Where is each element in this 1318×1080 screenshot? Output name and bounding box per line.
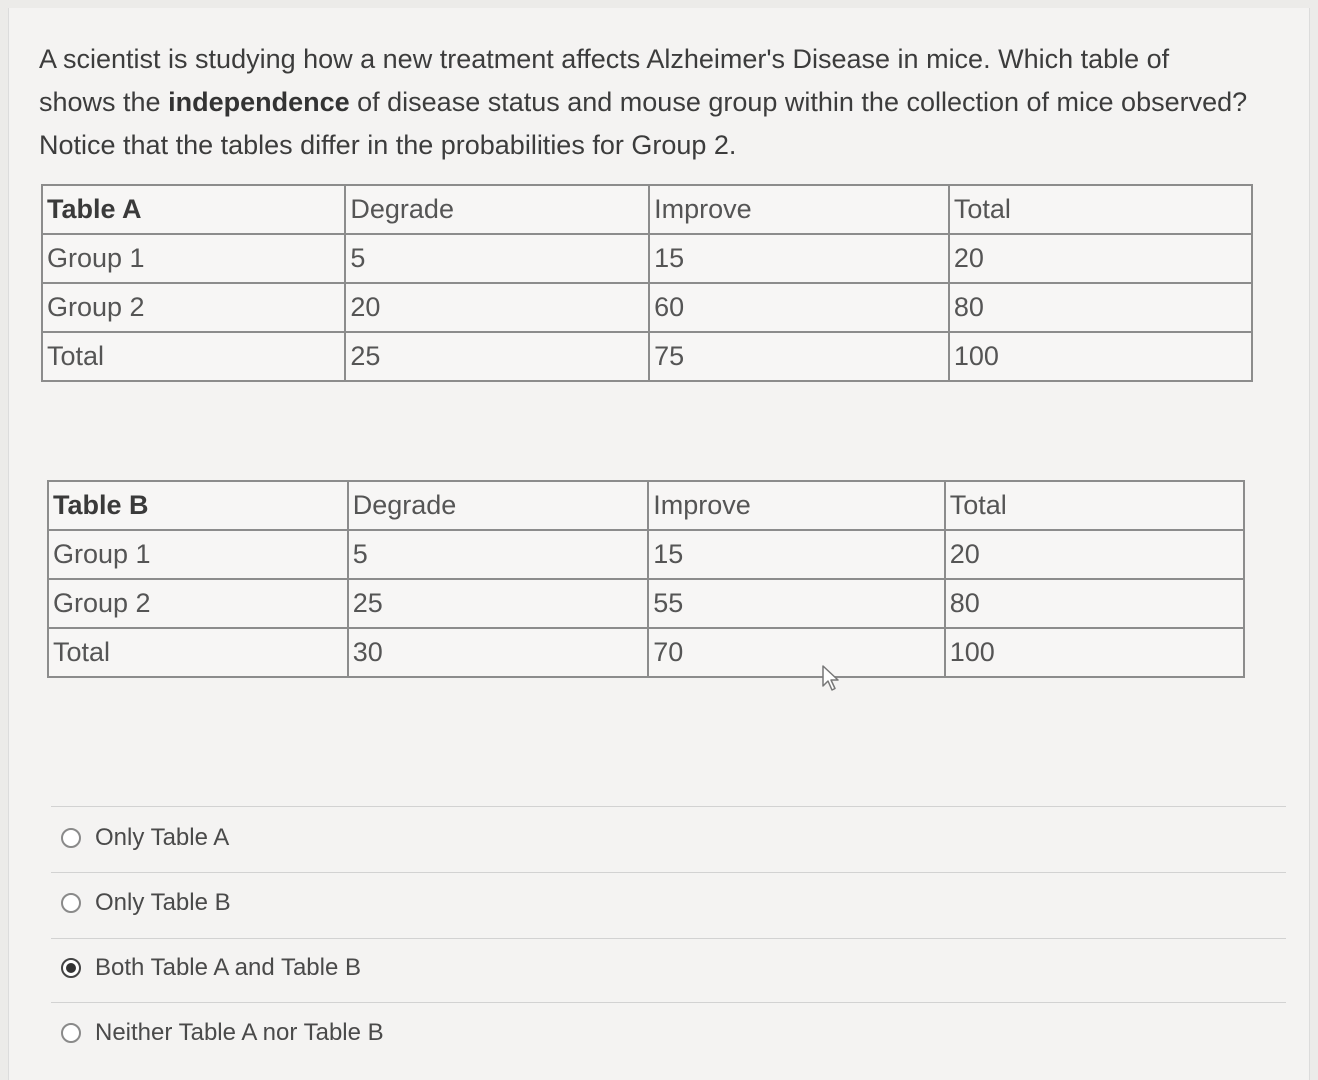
table-cell: 80 [945,579,1244,628]
question-line-1: A scientist is studying how a new treatment affects Alzheimer's Disease in mice. Which table of [39,44,1170,74]
row-label: Total [48,628,348,677]
table-cell: 55 [648,579,944,628]
option-label: Only Table B [95,889,231,916]
question-text [39,38,1309,167]
question-emphasis: independence [168,87,350,117]
table-cell: 75 [649,332,949,381]
row-label: Group 2 [48,579,348,628]
radio-button-icon[interactable] [61,893,81,913]
radio-button-icon[interactable] [61,828,81,848]
table-row [48,530,1244,579]
row-label: Total [42,332,345,381]
table-cell: 15 [648,530,944,579]
table-a [41,184,1253,382]
table-cell: 20 [345,283,649,332]
column-header-improve: Improve [648,481,944,530]
table-a-title: Table A [42,185,345,234]
row-label: Group 1 [42,234,345,283]
option-only-table-b[interactable] [61,885,231,921]
option-label: Only Table A [95,824,230,851]
radio-button-icon[interactable] [61,1023,81,1043]
row-label: Group 2 [42,283,345,332]
table-cell: 100 [945,628,1244,677]
table-b-title: Table B [48,481,348,530]
table-cell: 60 [649,283,949,332]
table-cell: 25 [348,579,649,628]
quiz-page [8,8,1310,1080]
table-row [48,579,1244,628]
option-divider [51,1002,1286,1003]
table-row [48,628,1244,677]
question-line-2-end: of disease status and mouse group within the collection of mice observed? [349,87,1248,117]
table-cell: 100 [949,332,1252,381]
question-line-2 [39,81,1309,124]
option-only-table-a[interactable] [61,820,229,856]
option-label: Neither Table A nor Table B [95,1019,384,1046]
question-line-2-start: shows the [39,87,169,117]
column-header-improve: Improve [649,185,949,234]
table-cell: 20 [949,234,1252,283]
column-header-total: Total [945,481,1244,530]
table-row [42,332,1252,381]
table-row [42,234,1252,283]
row-label: Group 1 [48,530,348,579]
table-header-row [42,185,1252,234]
column-header-degrade: Degrade [348,481,649,530]
table-row [42,283,1252,332]
table-cell: 20 [945,530,1244,579]
option-divider [51,938,1286,939]
column-header-total: Total [949,185,1252,234]
option-both-tables[interactable] [61,950,361,986]
table-cell: 25 [345,332,649,381]
table-cell: 5 [348,530,649,579]
table-cell: 80 [949,283,1252,332]
table-cell: 5 [345,234,649,283]
option-neither-table[interactable] [61,1015,384,1051]
table-cell: 15 [649,234,949,283]
column-header-degrade: Degrade [345,185,649,234]
radio-button-selected-icon[interactable] [61,958,81,978]
option-divider [51,806,1286,807]
table-cell: 30 [348,628,649,677]
option-label: Both Table A and Table B [95,954,362,981]
table-header-row [48,481,1244,530]
option-divider [51,872,1286,873]
question-line-3: Notice that the tables differ in the probabilities for Group 2. [39,130,737,160]
table-b [47,480,1245,678]
table-cell: 70 [648,628,944,677]
mouse-pointer-icon [821,664,845,694]
